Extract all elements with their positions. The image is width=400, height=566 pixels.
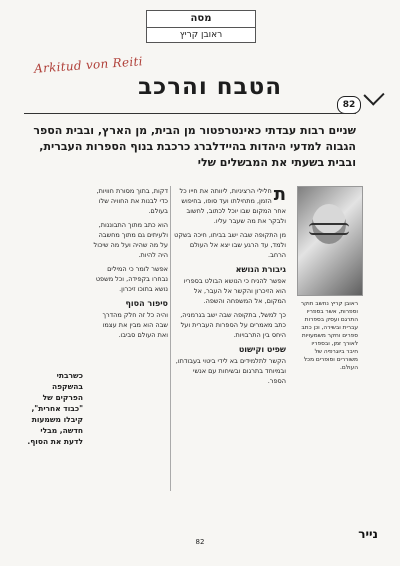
article-title: הטבח והרכב xyxy=(138,74,282,100)
page-number-badge: 82 xyxy=(337,96,361,114)
column-1-paragraph-4: כך למשל, בתקופה שבה ישב בגרמניה, כתב מאמרים על הספרות העברית ועל היחס בין התרבויות. xyxy=(180,311,286,339)
glasses-icon xyxy=(309,223,349,235)
main-column xyxy=(174,186,286,494)
column-divider xyxy=(170,186,171,491)
footer-page-number: 82 xyxy=(195,538,205,546)
pull-quote: כשרבתי בהשקפה הפרקים של "כבוד אחרית", קיבלו משמעות חדשה, מבלי לדעת את הסוף. xyxy=(27,371,83,446)
lead-paragraph: שניים רבות עבדתי כאינטרפטור מן הבית, מן הארץ, ובבית הספר הגבוה למדעי היהדות בהיידלברג כרכבת בנוף הספרות העברית, ובבית בשעתי את המבשלים שלי xyxy=(33,124,356,169)
author-photo xyxy=(297,186,363,296)
column-1-paragraph-3: אפשר להניח כי הנושא הבולט בספריו הוא הזיכרון והקשר אל העבר, אל המקום, אל המשפחה והשפה. xyxy=(183,277,286,305)
section-heading-2: שפיט וקישוט xyxy=(238,345,286,354)
header-author: ראובן קריץ xyxy=(179,30,223,40)
column-1-paragraph-1: חלילי הרציניות, ליוותה את חייו כל הזמן, מתחילתו ועד סופו, בחיפוש אחר המקום שבו יוכל לכתוב, לחשוב ולבקר את מה שעבר עליו. xyxy=(179,187,286,225)
handwritten-note: Arkitud von Reiti xyxy=(33,54,144,76)
publication-logo: נייר xyxy=(358,527,378,541)
side-column xyxy=(92,186,168,492)
column-2-paragraph-1: דקות, בתוך מסורת חוויות, כדי לבנות את החוויה שלו בעולם. xyxy=(96,187,168,215)
column-2-paragraph-4: והיה כל זה חלק מהדרך שבה הוא מבין את עצמו ואת העולם סביבו. xyxy=(102,311,168,339)
column-2-paragraph-2: הוא כתב מתוך התבוננות, ולעיתים גם מתוך מחשבה על מה שהיה ועל מה שיכול היה להיות. xyxy=(93,221,168,259)
author-bio: ראובן קריץ נחשב חוקר וספרות, אשר בספריו התרגם ועסק בספרות עברית ובשירה, וכן כתב ספרים וחקר משמעויות לאורך זמן, ובספריו חיבר ביוגרפיה של משוררים וסופרים מכל העולם. xyxy=(300,301,358,371)
title-rule xyxy=(24,113,356,114)
section-heading-3: סיפור הסוף xyxy=(125,299,168,308)
dropcap: ת xyxy=(273,184,286,205)
column-1-paragraph-2: מן התקופה שבה ישב בביתו, חיכה בשקט ולמד, עד הרגע שבו יצא אל העולם הרחב. xyxy=(174,231,286,259)
decorative-corner xyxy=(363,84,384,105)
column-2-paragraph-3: אפשר לומר כי המילים נבחרו בקפידה, וכל משפט נושא בתוכו זיכרון. xyxy=(95,265,168,293)
header-top-label: מסה xyxy=(147,11,255,28)
section-heading-1: גיבורת הנושא xyxy=(235,265,286,274)
header-box xyxy=(146,10,256,43)
column-1-paragraph-5: הקשר לתלמידים בא לידי ביטוי בעבודתו, ובמיוחד בתרגום ובשיחות עם אנשי הספר. xyxy=(175,357,286,385)
dropcap-paragraph xyxy=(174,186,286,226)
